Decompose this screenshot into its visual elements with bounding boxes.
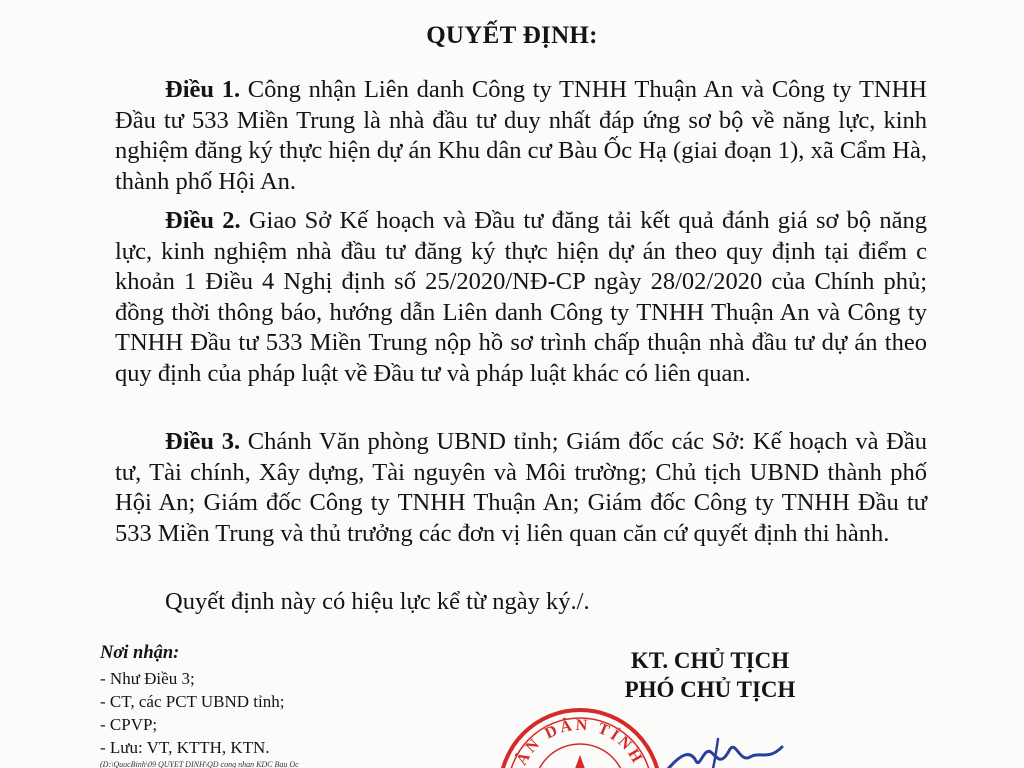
recipient-item: - CPVP; bbox=[100, 715, 158, 734]
article-2-label: Điều 2. bbox=[165, 207, 241, 234]
recipient-item: - CT, các PCT UBND tỉnh; bbox=[100, 692, 285, 711]
recipients-heading: Nơi nhận: bbox=[100, 643, 180, 663]
official-seal-icon bbox=[495, 705, 665, 768]
handwritten-signature-icon bbox=[660, 735, 790, 768]
recipient-item: - Lưu: VT, KTTH, KTN. bbox=[100, 738, 270, 757]
article-3-text: Chánh Văn phòng UBND tỉnh; Giám đốc các Sở: Kế hoạch và Đầu tư, Tài chính, Xây dựng, Tài nguyên và Môi trường; Chủ tịch UBND thành phố Hội An; Giám đốc Công ty TNHH Thuận An; Giám đốc Công ty TNHH Đầu tư 533 Miền Trung và thủ trưởng các đơn vị liên quan căn cứ quyết định thi hành. bbox=[115, 428, 928, 547]
article-2-text: Giao Sở Kế hoạch và Đầu tư đăng tải kết quả đánh giá sơ bộ năng lực, kinh nghiệm nhà đầu tư đăng ký thực hiện dự án theo quy định tại điểm c khoản 1 Điều 4 Nghị định số 25/2020/NĐ-CP ngày 28/02/2020 của Chính phủ; đồng thời thông báo, hướng dẫn Liên danh Công ty TNHH Thuận An và Công ty TNHH Đầu tư 533 Miền Trung nộp hồ sơ trình chấp thuận nhà đầu tư dự án theo quy định của pháp luật về Đầu tư và pháp luật khác có liên quan. bbox=[115, 207, 928, 387]
article-3 bbox=[115, 427, 927, 549]
signature-title-line1: KT. CHỦ TỊCH bbox=[630, 648, 790, 673]
file-path-note: (D:\QuocBinh\09 QUYET DINH\QD cong nhan KDC Bau Oc bbox=[100, 760, 299, 768]
article-3-label: Điều 3. bbox=[165, 428, 241, 455]
seal-text: ÂN DÂN TỈNH bbox=[513, 716, 647, 768]
signature-block bbox=[560, 646, 860, 704]
article-2 bbox=[115, 206, 927, 389]
recipient-item: - Như Điều 3; bbox=[100, 669, 195, 688]
signature-title-line2: PHÓ CHỦ TỊCH bbox=[624, 677, 796, 702]
decision-title: QUYẾT ĐỊNH: bbox=[426, 22, 598, 49]
article-1-text: Công nhận Liên danh Công ty TNHH Thuận An và Công ty TNHH Đầu tư 533 Miền Trung là nhà đầu tư duy nhất đáp ứng sơ bộ về năng lực, kinh nghiệm đăng ký thực hiện dự án Khu dân cư Bàu Ốc Hạ (giai đoạn 1), xã Cẩm Hà, thành phố Hội An. bbox=[115, 76, 927, 195]
article-1 bbox=[115, 75, 927, 197]
article-1-label: Điều 1. bbox=[165, 76, 241, 103]
recipients-block bbox=[100, 642, 400, 768]
effect-clause: Quyết định này có hiệu lực kể từ ngày ký./. bbox=[165, 588, 590, 615]
